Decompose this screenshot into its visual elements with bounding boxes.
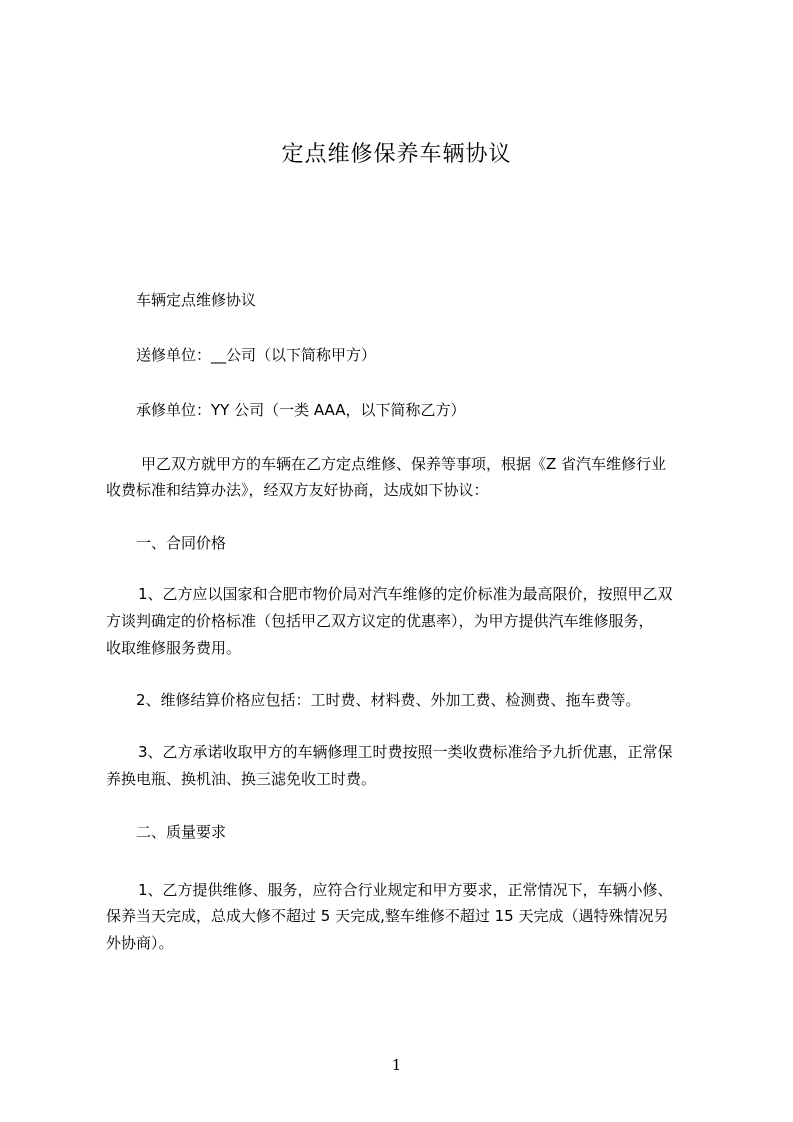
quality-item-1-line-2-clip — [106, 906, 706, 926]
price-item-3-line-2: 养换电瓶、换机油、换三滤免收工时费。 — [106, 770, 377, 788]
page-number: 1 — [391, 1056, 402, 1074]
price-item-3-line-1: 3、乙方承诺收取甲方的车辆修理工时费按照一类收费标准给予九折优惠，正常保 — [138, 743, 673, 761]
quality-item-1-line-2: 保养当天完成，总成大修不超过 5 天完成,整车维修不超过 15 天完成（遇特殊情况另 — [106, 907, 669, 925]
quality-item-1-line-3: 外协商）。 — [106, 934, 174, 952]
document-title: 定点维修保养车辆协议 — [281, 142, 512, 167]
section-heading-quality: 二、质量要求 — [136, 823, 227, 841]
price-item-2: 2、维修结算价格应包括：工时费、材料费、外加工费、检测费、拖车费等。 — [136, 691, 641, 709]
price-item-1-line-3: 收取维修服务费用。 — [106, 639, 242, 657]
price-item-1-line-2: 方谈判确定的价格标准（包括甲乙双方议定的优惠率），为甲方提供汽车维修服务， — [106, 612, 654, 630]
intro-line-2: 收费标准和结算办法》，经双方友好协商，达成如下协议： — [106, 481, 489, 499]
section-heading-price: 一、合同价格 — [136, 534, 227, 552]
intro-line-1: 甲乙双方就甲方的车辆在乙方定点维修、保养等事项，根据《Z 省汽车维修行业 — [141, 455, 667, 473]
quality-item-1-line-1: 1、乙方提供维修、服务，应符合行业规定和甲方要求，正常情况下，车辆小修、 — [138, 881, 673, 899]
price-item-1-line-1: 1、乙方应以国家和合肥市物价局对汽车维修的定价标准为最高限价，按照甲乙双 — [138, 585, 673, 603]
agreement-heading: 车辆定点维修协议 — [136, 291, 257, 309]
repair-unit-line: 承修单位：YY 公司（一类 AAA，以下简称乙方） — [136, 401, 466, 419]
sender-unit-line: 送修单位：__公司（以下简称甲方） — [136, 346, 377, 364]
